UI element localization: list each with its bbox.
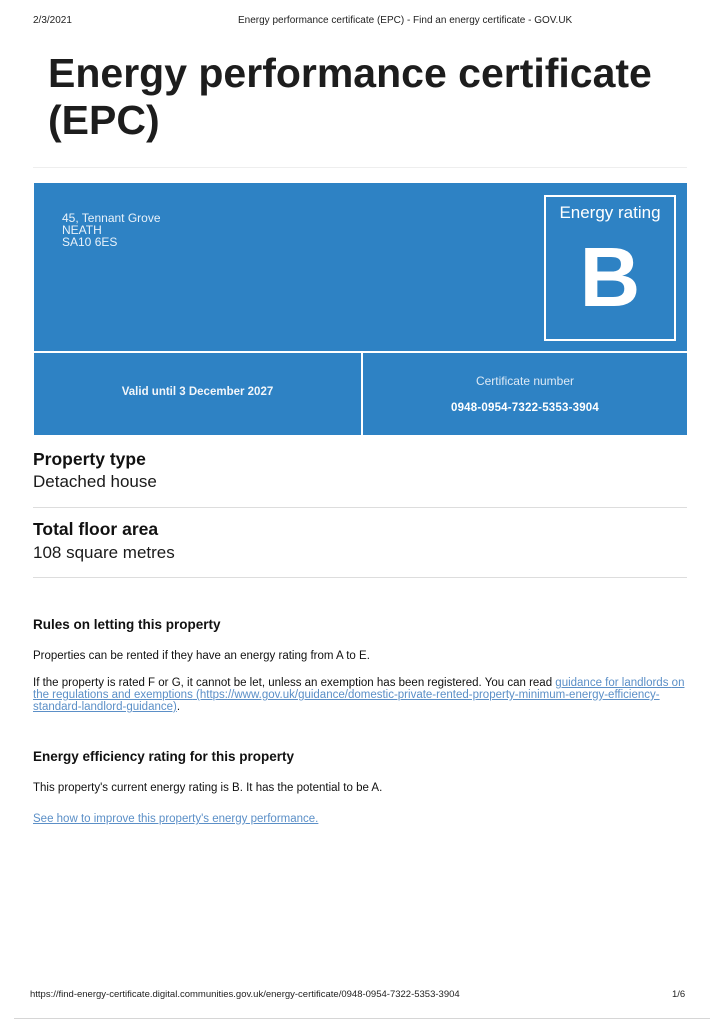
print-date: 2/3/2021 [33, 15, 72, 26]
energy-rating-label: Energy rating [559, 203, 661, 222]
letting-rules-text-1: Properties can be rented if they have an energy rating from A to E. [33, 650, 370, 662]
page-edge-line [14, 1018, 710, 1019]
summary-divider-2 [33, 577, 687, 578]
efficiency-rating-text: This property's current energy rating is B. It has the potential to be A. [33, 782, 383, 794]
floor-area-label: Total floor area [33, 519, 159, 539]
landlord-guidance-url-part-1[interactable]: (https://www.gov.uk/guidance/domestic-private-rented-property-minimum-energy-efficiency- [192, 689, 660, 701]
print-page-title: Energy performance certificate (EPC) - Find an energy certificate - GOV.UK [238, 15, 573, 26]
letting-rules-text-2-prefix: If the property is rated F or G, it cannot be let, unless an exemption has been registered. You can read [33, 677, 556, 689]
improve-link-container [33, 813, 687, 825]
certificate-panel [363, 353, 687, 435]
validity-panel [34, 353, 361, 435]
property-type-label: Property type [33, 449, 146, 469]
efficiency-rating-heading: Energy efficiency rating for this property [33, 749, 295, 764]
valid-until-text: Valid until 3 December 2027 [121, 386, 274, 398]
letting-rules-text-2 [33, 677, 687, 713]
summary-divider-1 [33, 507, 687, 508]
energy-rating-letter: B [579, 230, 641, 324]
title-divider [33, 167, 687, 168]
page-title: Energy performance certificate (EPC) [48, 50, 652, 143]
energy-rating-box [544, 195, 676, 341]
improve-energy-performance-link[interactable]: See how to improve this property's energy performance. [33, 813, 319, 825]
landlord-guidance-url-part-2[interactable]: standard-landlord-guidance) [33, 701, 177, 713]
landlord-guidance-link-part-1[interactable]: guidance for landlords [555, 677, 669, 689]
landlord-guidance-link-part-2[interactable]: on the regulations and exemptions [33, 677, 685, 701]
property-type-value: Detached house [33, 472, 157, 491]
floor-area-value: 108 square metres [33, 543, 175, 562]
letting-rules-heading: Rules on letting this property [33, 617, 221, 632]
epc-address-panel [34, 183, 687, 351]
certificate-number: 0948-0954-7322-5353-3904 [450, 402, 600, 414]
address-line-3: SA10 6ES [62, 235, 118, 249]
letting-rules-text-2-suffix: . [176, 701, 181, 713]
certificate-number-label: Certificate number [475, 374, 575, 388]
print-footer-url: https://find-energy-certificate.digital.communities.gov.uk/energy-certificate/0948-0954-7322-5353-3904 [30, 989, 460, 1000]
print-page-number: 1/6 [672, 989, 686, 1000]
property-address [62, 212, 161, 248]
address-line-2: NEATH [62, 223, 102, 237]
address-line-1: 45, Tennant Grove [62, 211, 161, 225]
